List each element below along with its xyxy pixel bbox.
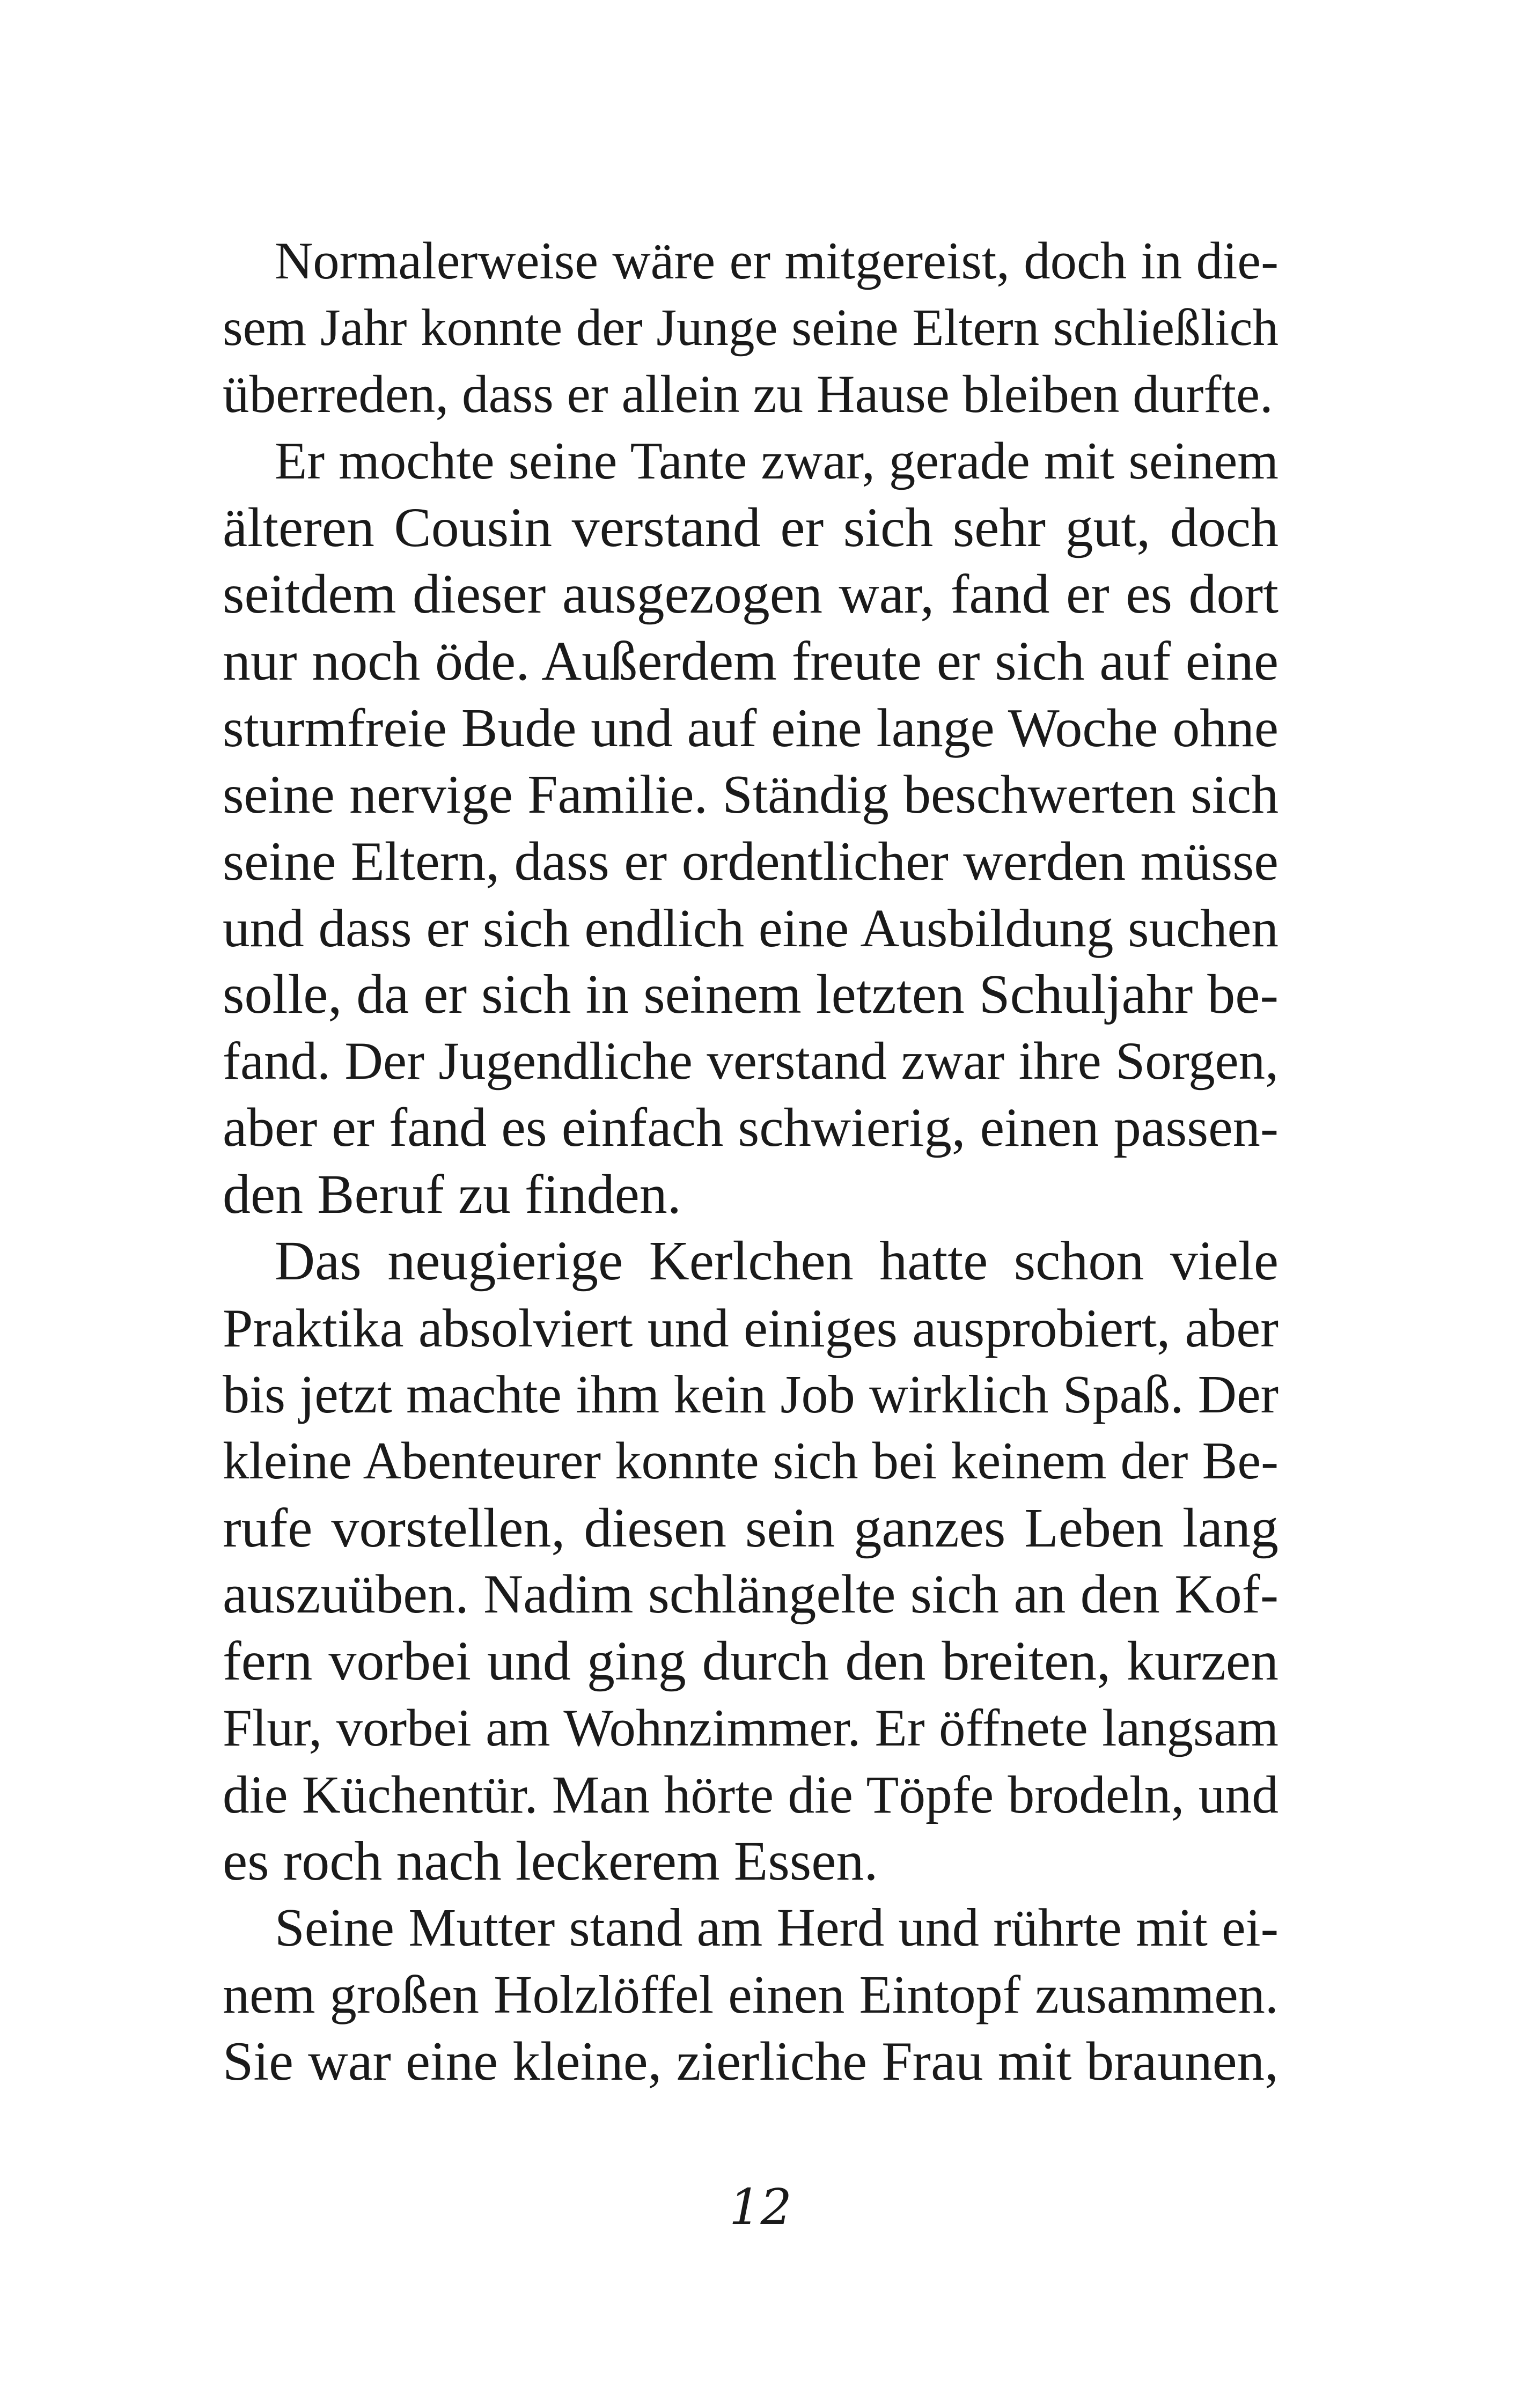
- text-line: solle, da er sich in seinem letzten Schuljahr be-: [223, 963, 1278, 1026]
- text-line: Sie war eine kleine, zierliche Frau mit braunen,: [223, 2031, 1278, 2093]
- text-line: seitdem dieser ausgezogen war, fand er es dort: [223, 563, 1278, 625]
- text-line: Seine Mutter stand am Herd und rührte mit ei-: [275, 1898, 1278, 1958]
- text-line: seine Eltern, dass er ordentlicher werden müsse: [223, 830, 1278, 892]
- text-line: nem großen Holzlöffel einen Eintopf zusammen.: [223, 1964, 1278, 2024]
- text-line: es roch nach leckerem Essen.: [223, 1830, 878, 1892]
- body-text: [223, 228, 1278, 2095]
- text-line: bis jetzt machte ihm kein Job wirklich Spaß. Der: [223, 1365, 1278, 1425]
- text-line: auszuüben. Nadim schlängelte sich an den Kof-: [223, 1564, 1278, 1625]
- text-line: kleine Abenteurer konnte sich bei keinem der Be-: [223, 1432, 1278, 1491]
- text-line: sem Jahr konnte der Junge seine Eltern schließlich: [223, 299, 1278, 357]
- text-line: älteren Cousin verstand er sich sehr gut, doch: [223, 497, 1278, 559]
- text-line: die Küchentür. Man hörte die Töpfe brodeln, und: [223, 1764, 1278, 1824]
- text-line: Das neugierige Kerlchen hatte schon viele: [275, 1230, 1278, 1292]
- text-line: Flur, vorbei am Wohnzimmer. Er öffnete langsam: [223, 1698, 1278, 1757]
- text-line: Praktika absolviert und einiges ausprobiert, aber: [223, 1298, 1278, 1358]
- text-line: nur noch öde. Außerdem freute er sich auf eine: [223, 630, 1278, 692]
- text-line: Normalerweise wäre er mitgereist, doch in die-: [275, 232, 1278, 290]
- text-line: den Beruf zu finden.: [223, 1164, 681, 1226]
- text-line: fern vorbei und ging durch den breiten, kurzen: [223, 1630, 1278, 1692]
- text-line: Er mochte seine Tante zwar, gerade mit seinem: [275, 431, 1278, 490]
- text-line: sturmfreie Bude und auf eine lange Woche ohne: [223, 697, 1278, 759]
- page-number: 12: [729, 2178, 792, 2236]
- text-line: und dass er sich endlich eine Ausbildung suchen: [223, 897, 1278, 958]
- text-line: überreden, dass er allein zu Hause bleiben durfte.: [223, 365, 1273, 424]
- text-line: rufe vorstellen, diesen sein ganzes Leben lang: [223, 1497, 1278, 1559]
- text-line: fand. Der Jugendliche verstand zwar ihre Sorgen,: [223, 1032, 1278, 1091]
- text-line: aber er fand es einfach schwierig, einen passen-: [223, 1097, 1278, 1158]
- text-line: seine nervige Familie. Ständig beschwerten sich: [223, 764, 1278, 825]
